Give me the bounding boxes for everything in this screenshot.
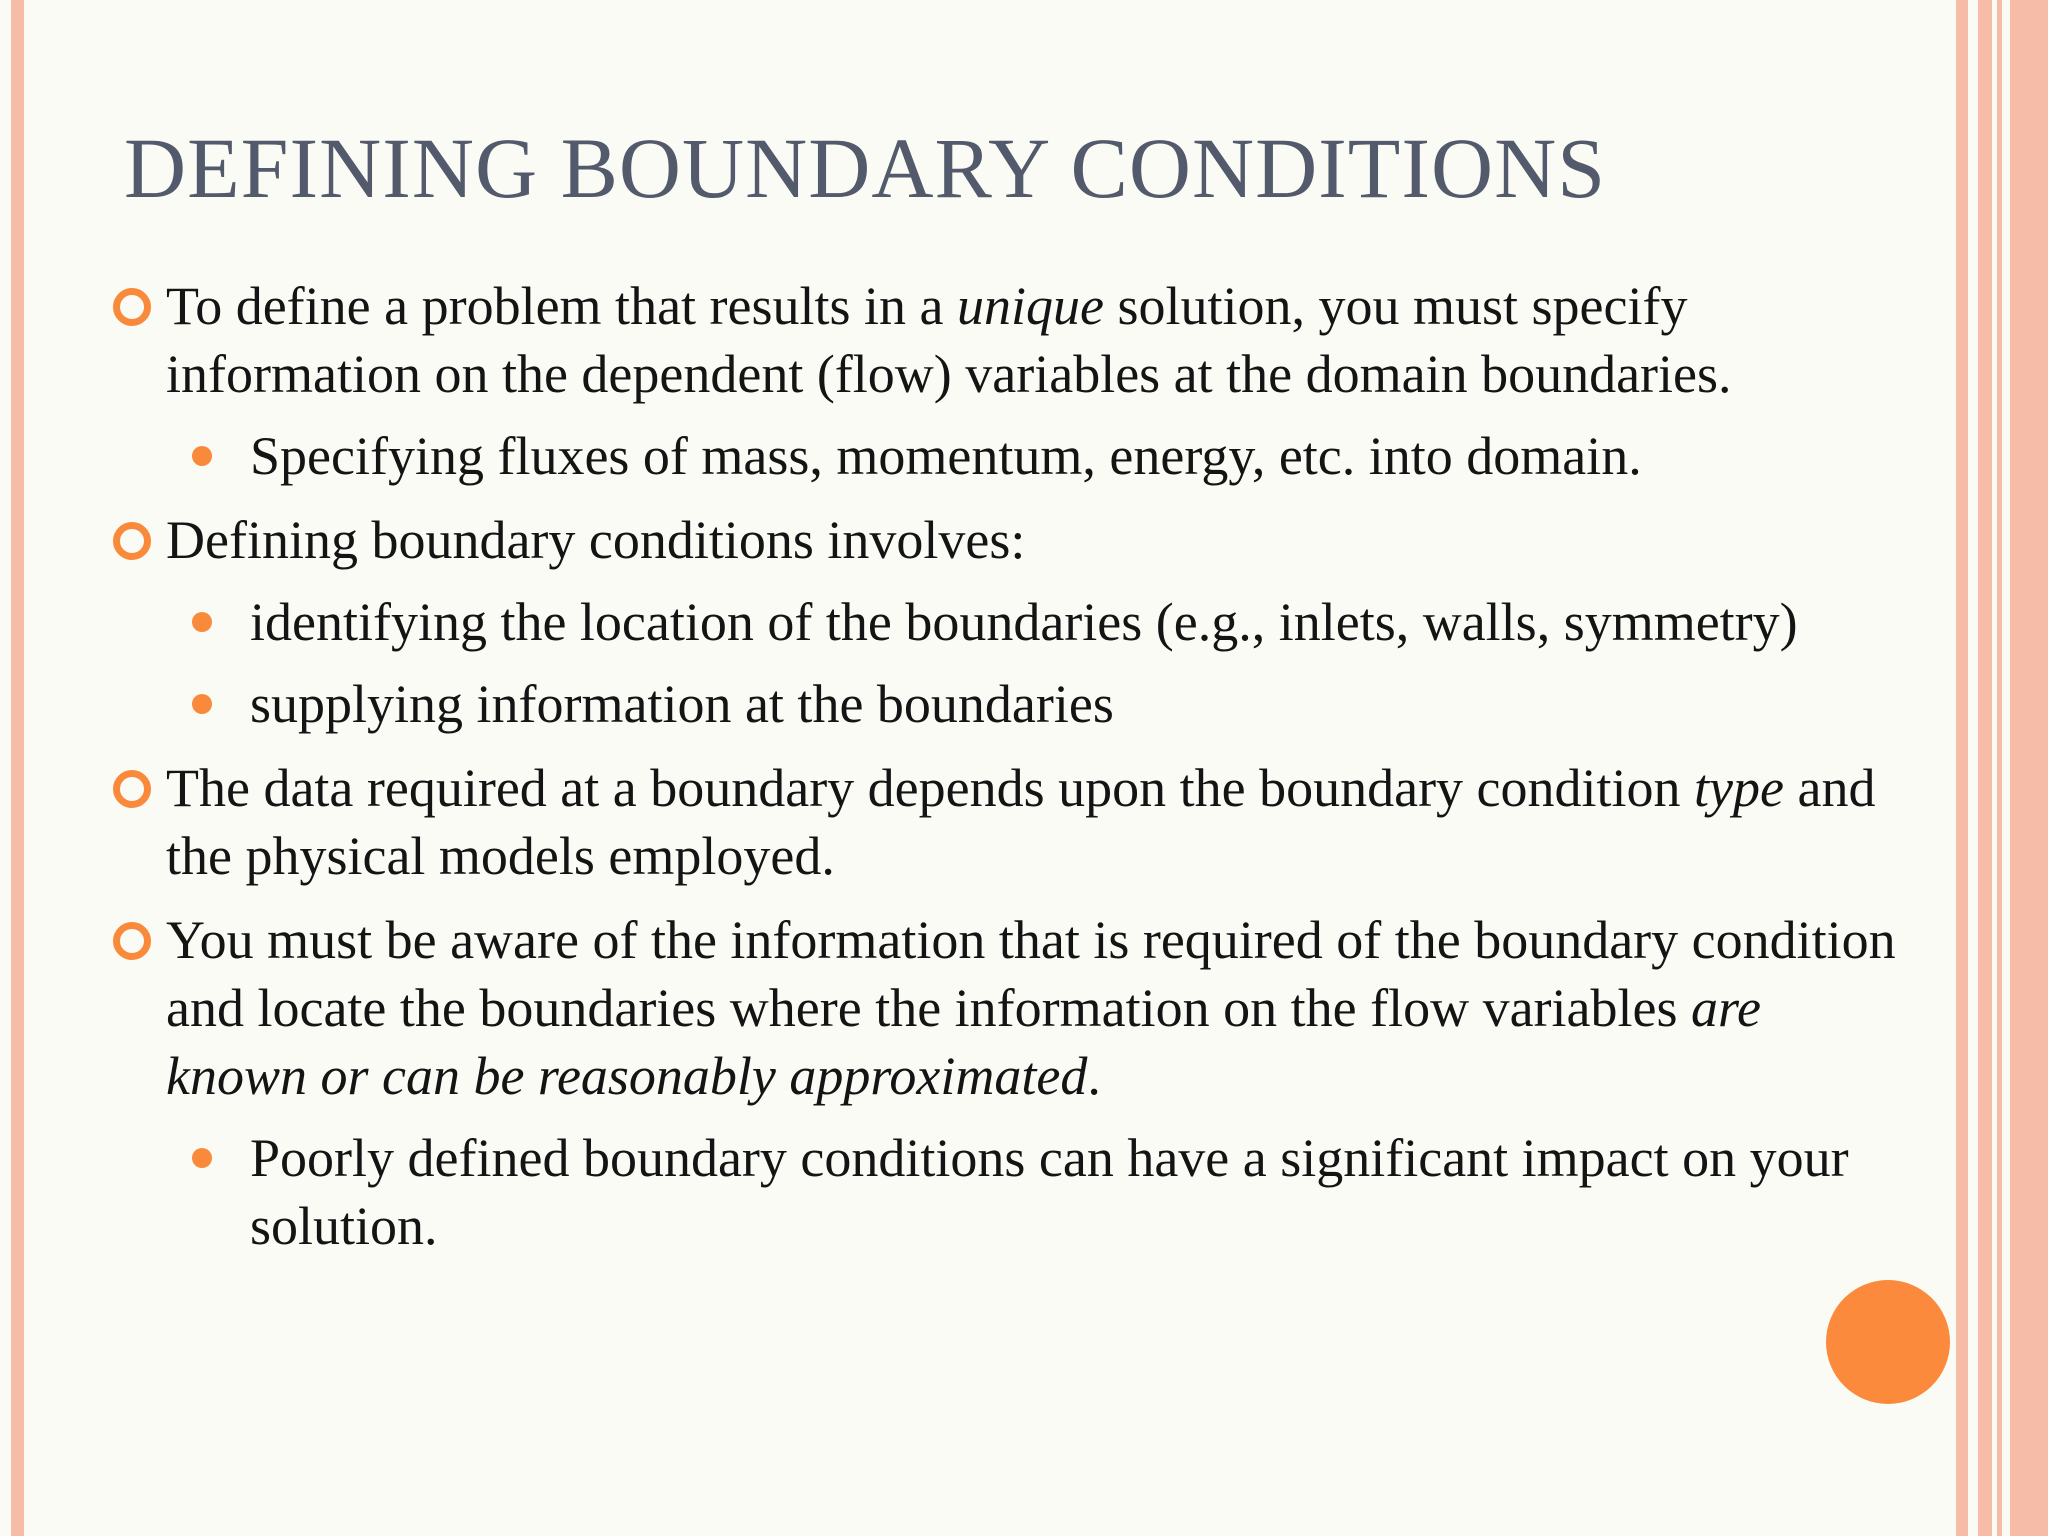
bullet-unique-solution: [110, 272, 1910, 408]
dot-bullet-icon: [192, 1148, 212, 1168]
sub-bullet-poorly-defined: [110, 1124, 1910, 1260]
bullet-be-aware: [110, 906, 1910, 1110]
slide-content: [110, 272, 1910, 1260]
bullet-text: Poorly defined boundary conditions can have a significant impact on your solution.: [250, 1128, 1849, 1256]
dot-bullet-icon: [192, 446, 212, 466]
slide-title: DEFINING BOUNDARY CONDITIONS: [124, 120, 1607, 216]
bullet-text: You must be aware of the information that is required of the boundary condition and locate the boundaries where the information on the flow variables: [166, 910, 1896, 1038]
sub-bullet-supplying: [110, 670, 1910, 738]
bullet-data-required: [110, 754, 1910, 890]
emphasis-text: type: [1694, 758, 1784, 818]
right-border-stripe: [1956, 0, 1968, 1536]
bullet-involves: [110, 506, 1910, 574]
bullet-text: Specifying fluxes of mass, momentum, energy, etc. into domain.: [250, 426, 1642, 486]
bullet-text: solution, you must specify information on the dependent (flow) variables at the domain boundaries.: [166, 276, 1732, 404]
bullet-text: Defining boundary conditions involves:: [166, 510, 1026, 570]
ring-bullet-icon: [113, 288, 151, 326]
dot-bullet-icon: [192, 612, 212, 632]
ring-bullet-icon: [113, 522, 151, 560]
sub-bullet-identifying: [110, 588, 1910, 656]
sub-bullet-fluxes: [110, 422, 1910, 490]
dot-bullet-icon: [192, 694, 212, 714]
decorative-circle: [1826, 1280, 1950, 1404]
ring-bullet-icon: [113, 922, 151, 960]
bullet-text: and the physical models employed.: [166, 758, 1876, 886]
bullet-text: supplying information at the boundaries: [250, 674, 1114, 734]
bullet-text: identifying the location of the boundaries (e.g., inlets, walls, symmetry): [250, 592, 1798, 652]
bullet-text: The data required at a boundary depends upon the boundary condition: [166, 758, 1695, 818]
emphasis-text: unique: [957, 276, 1104, 336]
ring-bullet-icon: [113, 770, 151, 808]
right-border-gap: [2002, 0, 2010, 1536]
left-border-stripe: [11, 0, 24, 1536]
bullet-text: To define a problem that results in a: [166, 276, 957, 336]
right-border-stripe: [2010, 0, 2048, 1536]
right-border-gap: [1968, 0, 1978, 1536]
bullet-text: .: [1087, 1046, 1101, 1106]
emphasis-text: are known or can be reasonably approximated: [166, 978, 1761, 1106]
right-border-stripe: [1978, 0, 1992, 1536]
